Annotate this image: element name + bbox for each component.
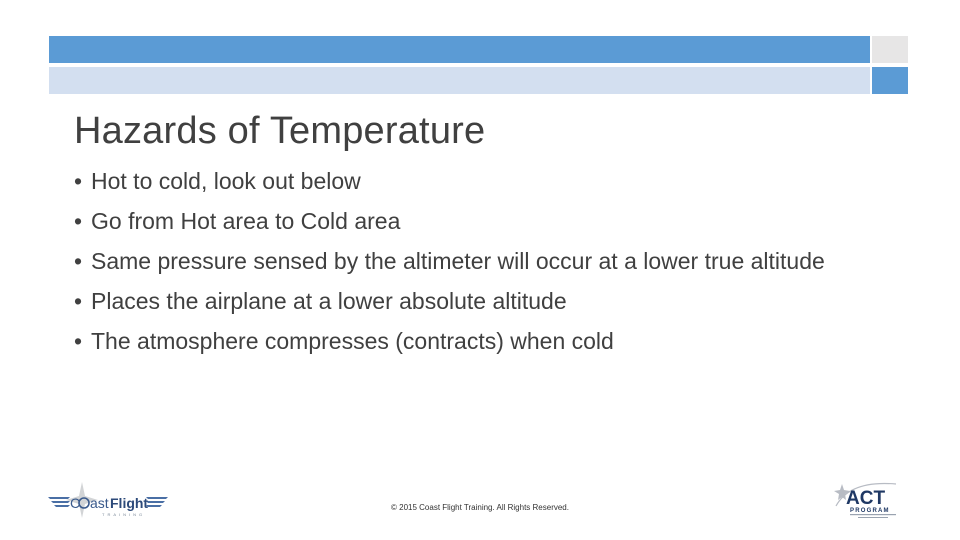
- bullet-item: [74, 326, 854, 356]
- slide-title: Hazards of Temperature: [74, 110, 486, 152]
- header-bar-corner-blue: [872, 67, 908, 94]
- bullet-item: [74, 246, 854, 276]
- bullet-item: [74, 206, 854, 236]
- bullet-dot: •: [74, 288, 83, 314]
- bullet-dot: •: [74, 248, 83, 274]
- bullet-item: [74, 166, 854, 196]
- header-bar-corner-gray: [872, 36, 908, 63]
- copyright-notice: © 2015 Coast Flight Training. All Rights Reserved.: [391, 503, 569, 512]
- svg-text:ACT: ACT: [846, 488, 886, 509]
- bullet-text: Places the airplane at a lower absolute altitude: [91, 288, 567, 314]
- svg-text:Flight: Flight: [110, 495, 149, 511]
- header-bar-primary: [49, 36, 870, 63]
- bullet-dot: •: [74, 168, 83, 194]
- act-program-logo-icon: [830, 476, 910, 522]
- bullet-text: Hot to cold, look out below: [91, 168, 361, 194]
- bullet-text: Go from Hot area to Cold area: [91, 208, 401, 234]
- svg-text:ast: ast: [90, 495, 109, 511]
- bullet-list: [74, 166, 854, 366]
- svg-text:C: C: [70, 495, 81, 511]
- svg-text:PROGRAM: PROGRAM: [850, 508, 890, 514]
- bullet-item: [74, 286, 854, 316]
- coastflight-logo-icon: [46, 478, 170, 520]
- bullet-text: The atmosphere compresses (contracts) when cold: [91, 328, 614, 354]
- bullet-dot: •: [74, 328, 83, 354]
- bullet-text: Same pressure sensed by the altimeter will occur at a lower true altitude: [91, 248, 825, 274]
- svg-text:TRAINING: TRAINING: [102, 512, 146, 517]
- header-bar-secondary: [49, 67, 870, 94]
- bullet-dot: •: [74, 208, 83, 234]
